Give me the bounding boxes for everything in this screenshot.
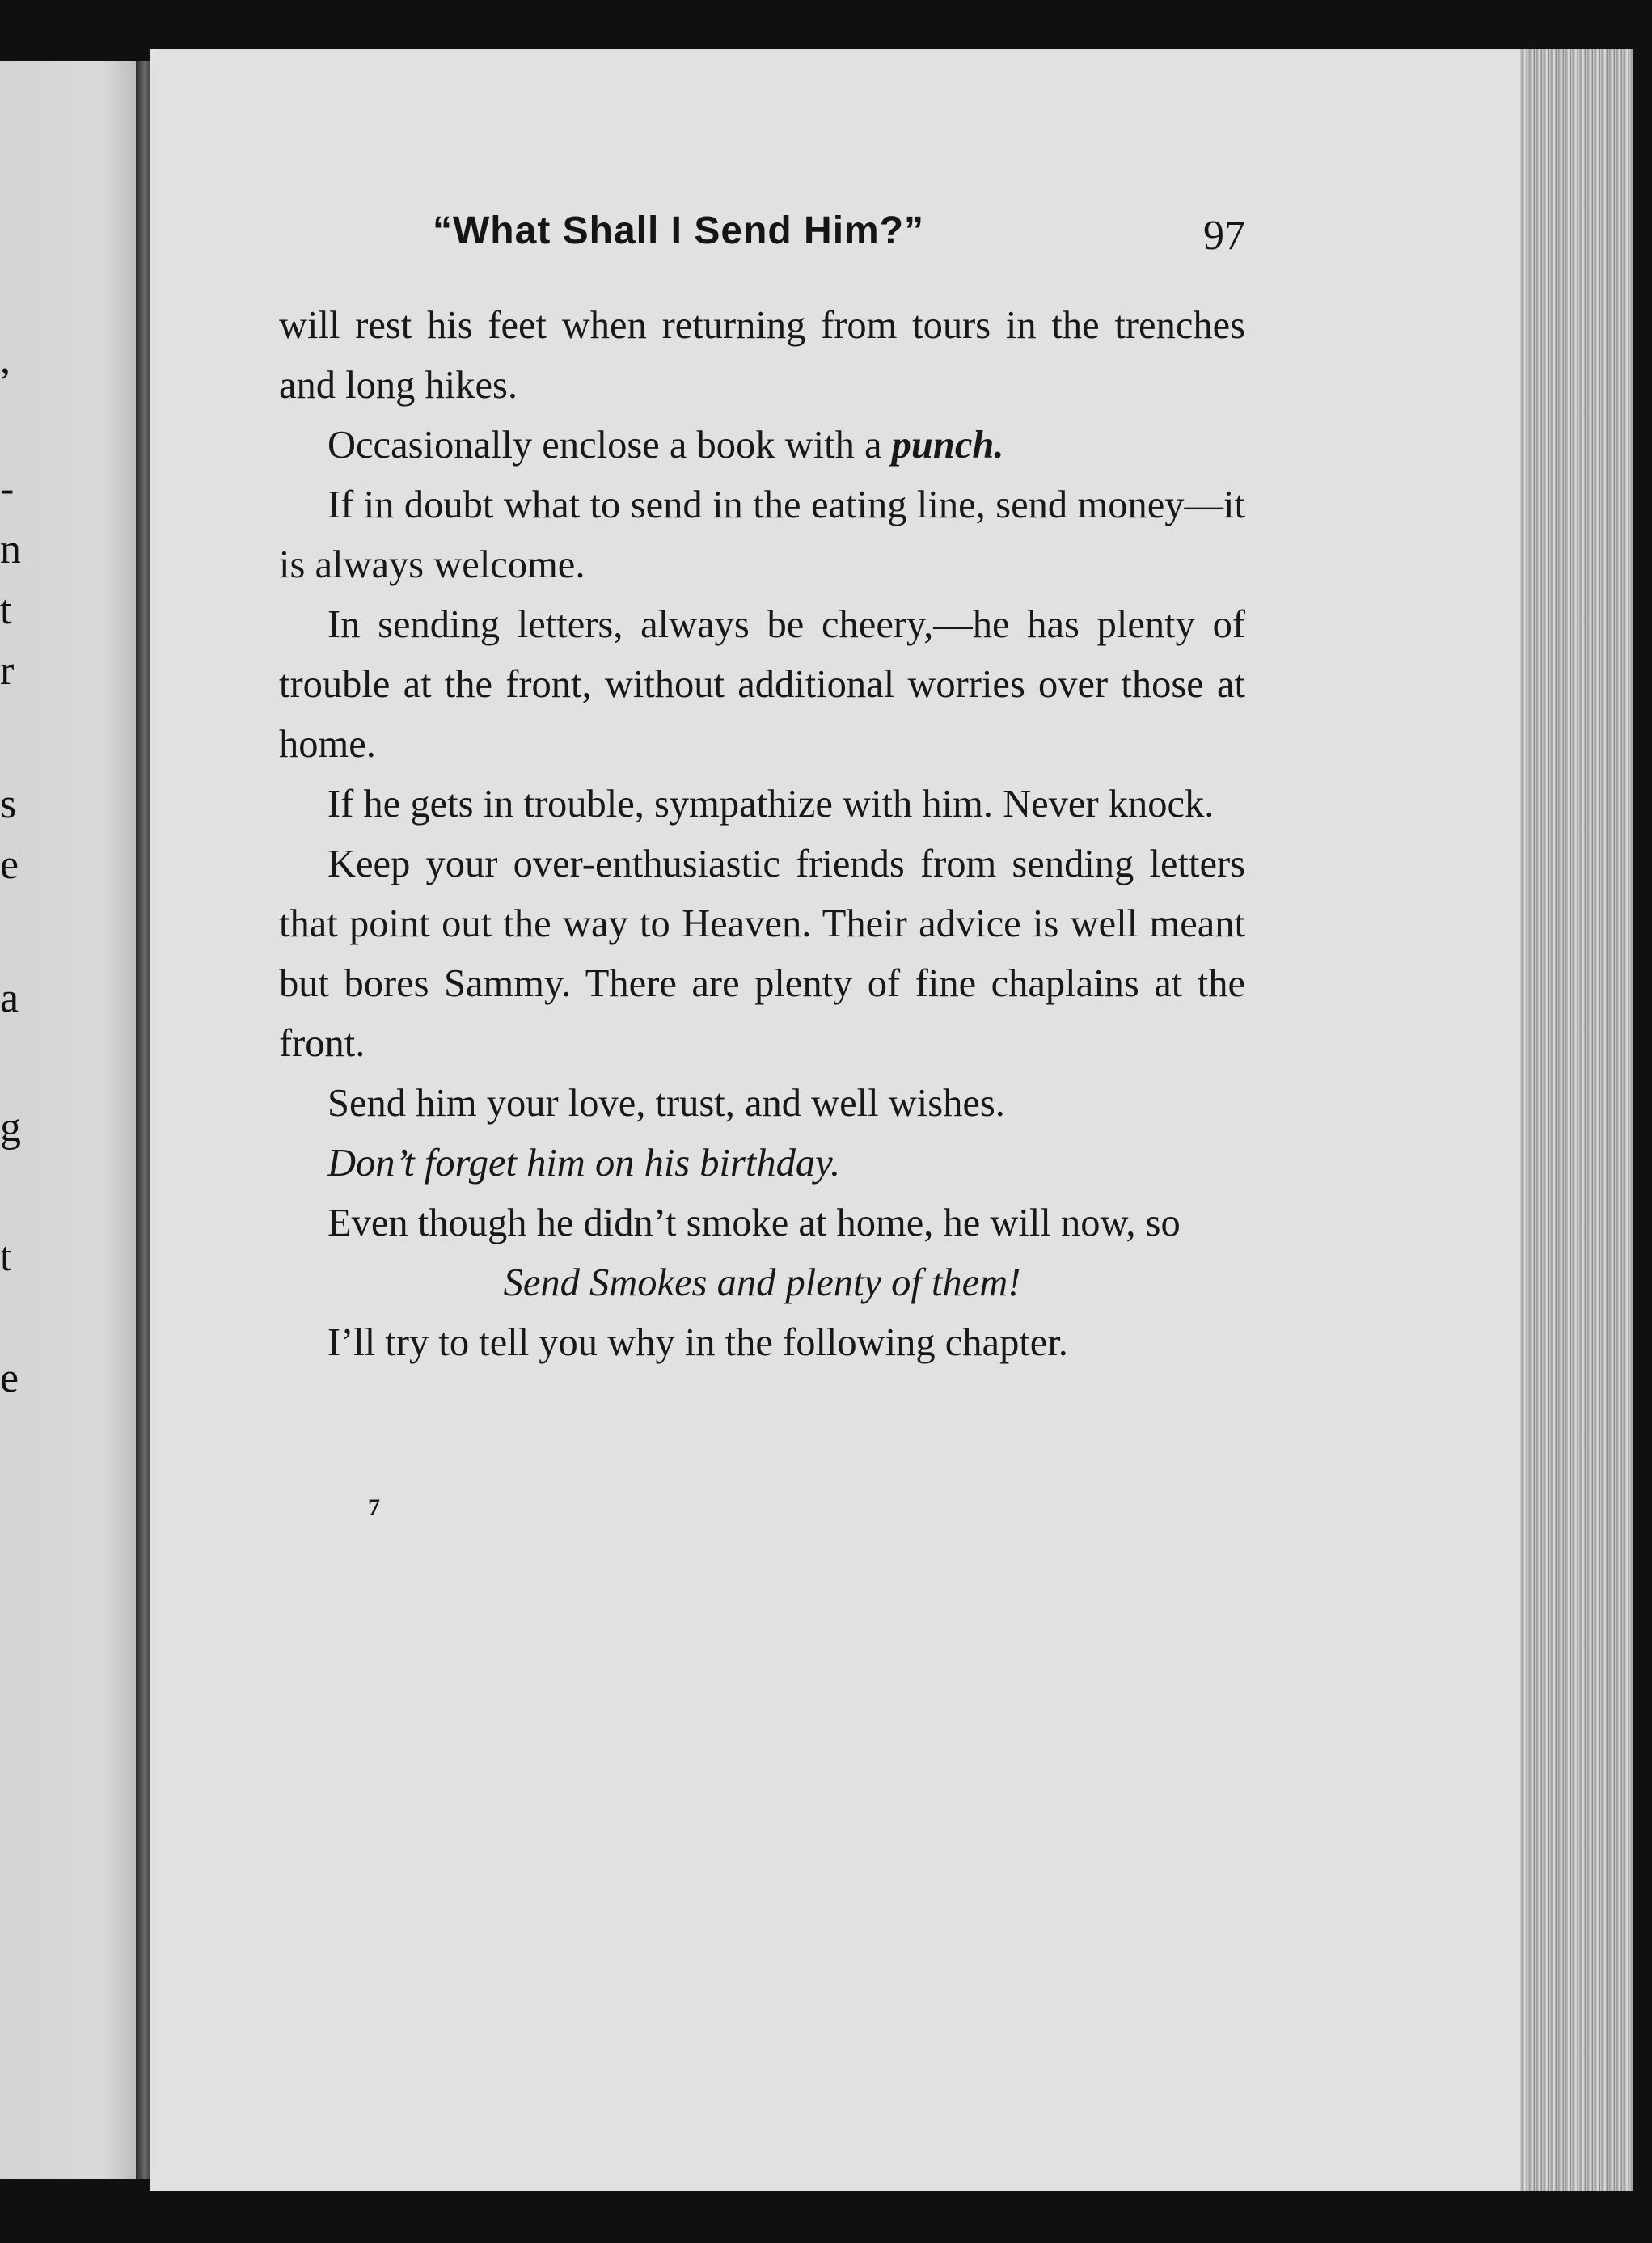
left-page-fragment: e [0, 842, 19, 888]
body-text [279, 296, 1245, 1373]
paragraph-text: Occasionally enclose a book with a [327, 424, 892, 467]
page-number: 97 [1203, 213, 1245, 259]
paragraph: If he gets in trouble, sympathize with him. Never knock. [327, 783, 1215, 826]
paragraph: Even though he didn’t smoke at home, he will now, so [327, 1202, 1181, 1244]
page-fore-edge [1520, 49, 1633, 2191]
running-head: “What Shall I Send Him?” [433, 209, 925, 252]
paragraph: In sending letters, always be cheery,—he has plenty of trouble at the front, without additional worries over those at home. [279, 603, 1245, 766]
paragraph: Send him your love, trust, and well wishes. [327, 1082, 1005, 1125]
centered-italic-line: Send Smokes and plenty of them! [503, 1261, 1021, 1304]
left-page-fragment: t [0, 1234, 12, 1280]
paragraph [279, 416, 1245, 475]
left-page-fragment: - [0, 466, 15, 512]
left-page-fragment: , [0, 336, 11, 382]
left-page-fragment: t [0, 587, 12, 633]
signature-mark: 7 [368, 1494, 380, 1521]
left-page-fragment: r [0, 648, 15, 694]
paragraph: Keep your over-enthusiastic friends from sending letters that point out the way to Heaven. Their advice is well meant but bores Sammy. There are plenty of fine chaplains at the front. [279, 843, 1245, 1065]
left-page-fragment: n [0, 526, 21, 572]
emphasis: punch. [891, 424, 1004, 467]
left-page-fragment: a [0, 975, 19, 1021]
left-page-fragment: g [0, 1105, 21, 1151]
left-page-edge [0, 61, 144, 2179]
left-page-fragment: e [0, 1355, 19, 1401]
left-page-fragment: s [0, 781, 17, 827]
paragraph: I’ll try to tell you why in the following chapter. [327, 1321, 1068, 1364]
paragraph: If in doubt what to send in the eating line, send money—it is always welcome. [279, 484, 1245, 586]
paragraph: will rest his feet when returning from tours in the trenches and long hikes. [279, 304, 1245, 407]
paragraph-italic: Don’t forget him on his birthday. [327, 1142, 841, 1185]
